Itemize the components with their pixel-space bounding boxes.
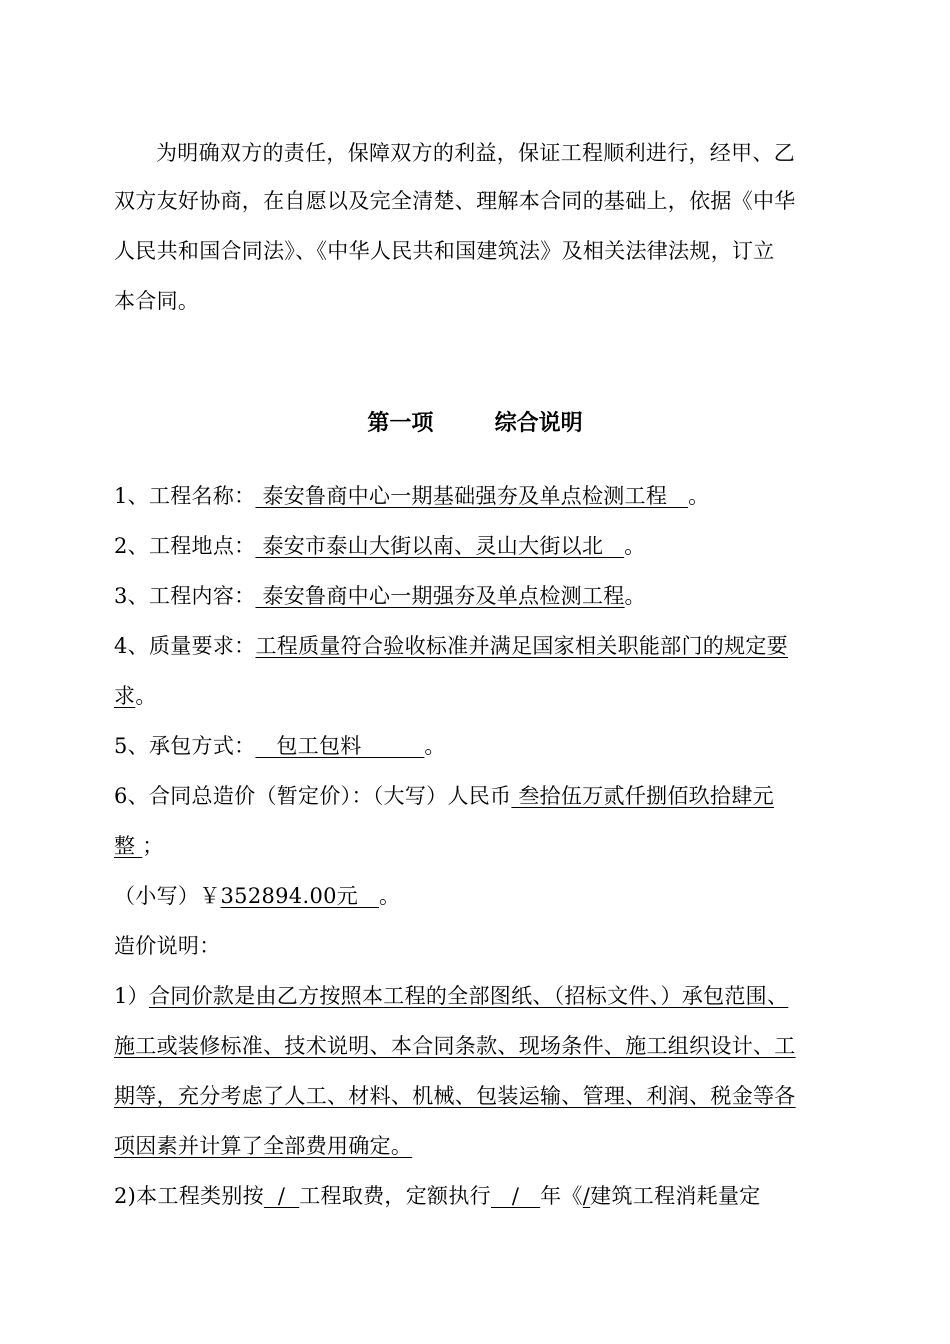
project-location-value: 泰安市泰山大街以南、灵山大街以北 [255,534,625,558]
item-total-price-line-2 [114,833,164,859]
quality-value-1: 工程质量符合验收标准并满足国家相关职能部门的规定要 [255,634,788,658]
item-end: 。 [135,684,157,708]
intro-line-1: 为明确双方的责任，保障双方的利益，保证工程顺利进行，经甲、乙 [156,141,795,165]
note2-blank-1: / [263,1184,300,1208]
item-label: 6、合同总造价（暂定价）：（大写）人民币 [114,784,512,808]
note1-line-2 [114,1033,796,1059]
note1-text-1: 合同价款是由乙方按照本工程的全部图纸、（招标文件、）承包范围、 [148,984,789,1008]
intro-line-4: 本合同。 [114,289,200,313]
project-content-value: 泰安鲁商中心一期强夯及单点检测工程 [255,584,625,608]
section-title: 综合说明 [494,410,583,436]
item-project-content [114,583,646,609]
section-number: 第一项 [367,410,434,436]
item-label: 1、工程名称： [114,484,256,508]
note2-blank-3: / [582,1184,591,1208]
item-total-price-line-1 [114,783,774,809]
intro-line-3: 人民共和国合同法》、《中华人民共和国建筑法》及相关法律法规，订立 [114,239,775,263]
item-label: 4、质量要求： [114,634,256,658]
item-total-price-small [114,883,400,909]
item-end: 。 [688,484,710,508]
note2-line-1 [114,1183,761,1209]
item-label: 2、工程地点： [114,534,256,558]
price-small-value: 352894.00元 [220,884,379,908]
note1-line-4 [114,1133,412,1159]
item-label: 5、承包方式： [114,734,256,758]
contract-mode-value: 包工包料 [255,734,425,758]
note2-part-1: 2)本工程类别按 [114,1184,264,1208]
intro-line-2: 双方友好协商，在自愿以及完全清楚、理解本合同的基础上，依据《中华 [114,189,796,213]
item-end: ； [142,834,164,858]
note1-text-2: 施工或装修标准、技术说明、本合同条款、现场条件、施工组织设计、工 [114,1034,796,1058]
note2-blank-2: / [490,1184,541,1208]
item-end: 。 [624,534,646,558]
note1-text-3: 期等，充分考虑了人工、材料、机械、包装运输、管理、利润、税金等各 [114,1084,796,1108]
note2-part-3: 年《 [540,1184,583,1208]
quality-value-2: 求 [114,684,136,708]
note1-text-4: 项因素并计算了全部费用确定。 [114,1134,413,1158]
item-end: 。 [424,734,446,758]
price-capital-value-2: 整 [114,834,143,858]
price-note-title: 造价说明： [114,934,221,958]
project-name-value: 泰安鲁商中心一期基础强夯及单点检测工程 [255,484,689,508]
price-capital-value-1: 叁拾伍万贰仟捌佰玖拾肆元 [511,784,774,808]
item-project-location [114,533,645,559]
item-label: 3、工程内容： [114,584,256,608]
note1-line-1 [114,983,788,1009]
item-quality-line-2 [114,683,157,709]
note1-prefix: 1） [114,984,149,1008]
note2-part-4: 建筑工程消耗量定 [590,1184,761,1208]
section-heading [0,408,950,438]
item-quality-line-1 [114,633,788,659]
item-contract-mode [114,733,446,759]
item-end: 。 [624,584,646,608]
note2-part-2: 工程取费，定额执行 [299,1184,491,1208]
note1-line-3 [114,1083,796,1109]
price-small-label: （小写）￥ [114,884,221,908]
item-project-name [114,483,709,509]
item-end: 。 [379,884,401,908]
